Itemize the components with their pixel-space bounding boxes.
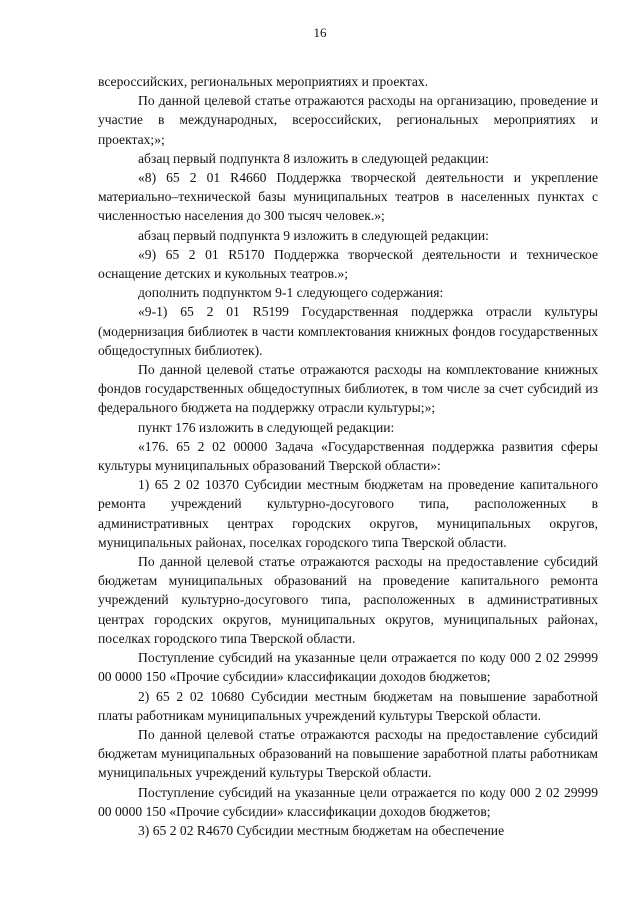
paragraph-14: Поступление субсидий на указанные цели отражается по коду 000 2 02 29999 00 0000 150 «Прочие субсидии» классификации доходов бюджетов; <box>98 650 598 685</box>
paragraph-16: По данной целевой статье отражаются расходы на предоставление субсидий бюджетам муниципальных образований на повышение заработной платы работникам муниципальных учреждений культуры Тверской области. <box>98 726 598 781</box>
paragraph-12: 1) 65 2 02 10370 Субсидии местным бюджетам на проведение капитального ремонта учреждений культурно-досугового типа, расположенных в административных центрах городских округов, муниципальных округов, муниципальных районах, поселках городского типа Тверской области. <box>98 477 598 550</box>
paragraph-17: Поступление субсидий на указанные цели отражается по коду 000 2 02 29999 00 0000 150 «Прочие субсидии» классификации доходов бюджетов; <box>98 784 598 819</box>
paragraph-3: абзац первый подпункта 8 изложить в следующей редакции: <box>138 150 489 166</box>
paragraph-13: По данной целевой статье отражаются расходы на предоставление субсидий бюджетам муниципальных образований на проведение капитального ремонта учреждений культурно-досугового типа, расположенных в административных центрах городских округов, муниципальных округов, муниципальных районах, поселках городского типа Тверской области. <box>98 554 598 646</box>
paragraph-7: дополнить подпунктом 9-1 следующего содержания: <box>138 285 444 301</box>
paragraph-15: 2) 65 2 02 10680 Субсидии местным бюджетам на повышение заработной платы работникам муниципальных учреждений культуры Тверской области. <box>98 688 598 723</box>
document-body <box>98 72 598 840</box>
paragraph-2: По данной целевой статье отражаются расходы на организацию, проведение и участие в международных, всероссийских, региональных мероприятиях и проектах;»; <box>98 93 598 147</box>
paragraph-1: всероссийских, региональных мероприятиях и проектах. <box>98 74 429 89</box>
paragraph-9: По данной целевой статье отражаются расходы на комплектование книжных фондов государственных общедоступных библиотек, в том числе за счет субсидий из федерального бюджета на поддержку отрасли культуры;»; <box>98 362 598 416</box>
paragraph-11: «176. 65 2 02 00000 Задача «Государственная поддержка развития сферы культуры муниципальных образований Тверской области»: <box>98 438 598 474</box>
paragraph-8: «9-1) 65 2 01 R5199 Государственная поддержка отрасли культуры (модернизация библиотек в части комплектования книжных фондов государственных общедоступных библиотек). <box>98 304 598 358</box>
paragraph-5: абзац первый подпункта 9 изложить в следующей редакции: <box>138 227 489 243</box>
paragraph-10: пункт 176 изложить в следующей редакции: <box>138 419 395 435</box>
paragraph-4: «8) 65 2 01 R4660 Поддержка творческой деятельности и укрепление материально–технической базы муниципальных театров в населенных пунктах с численностью населения до 300 тысяч человек.»; <box>98 170 598 224</box>
paragraph-6: «9) 65 2 01 R5170 Поддержка творческой деятельности и техническое оснащение детских и кукольных театров.»; <box>98 246 598 282</box>
page-number: 16 <box>313 25 327 40</box>
paragraph-18: 3) 65 2 02 R4670 Субсидии местным бюджетам на обеспечение <box>138 822 505 838</box>
